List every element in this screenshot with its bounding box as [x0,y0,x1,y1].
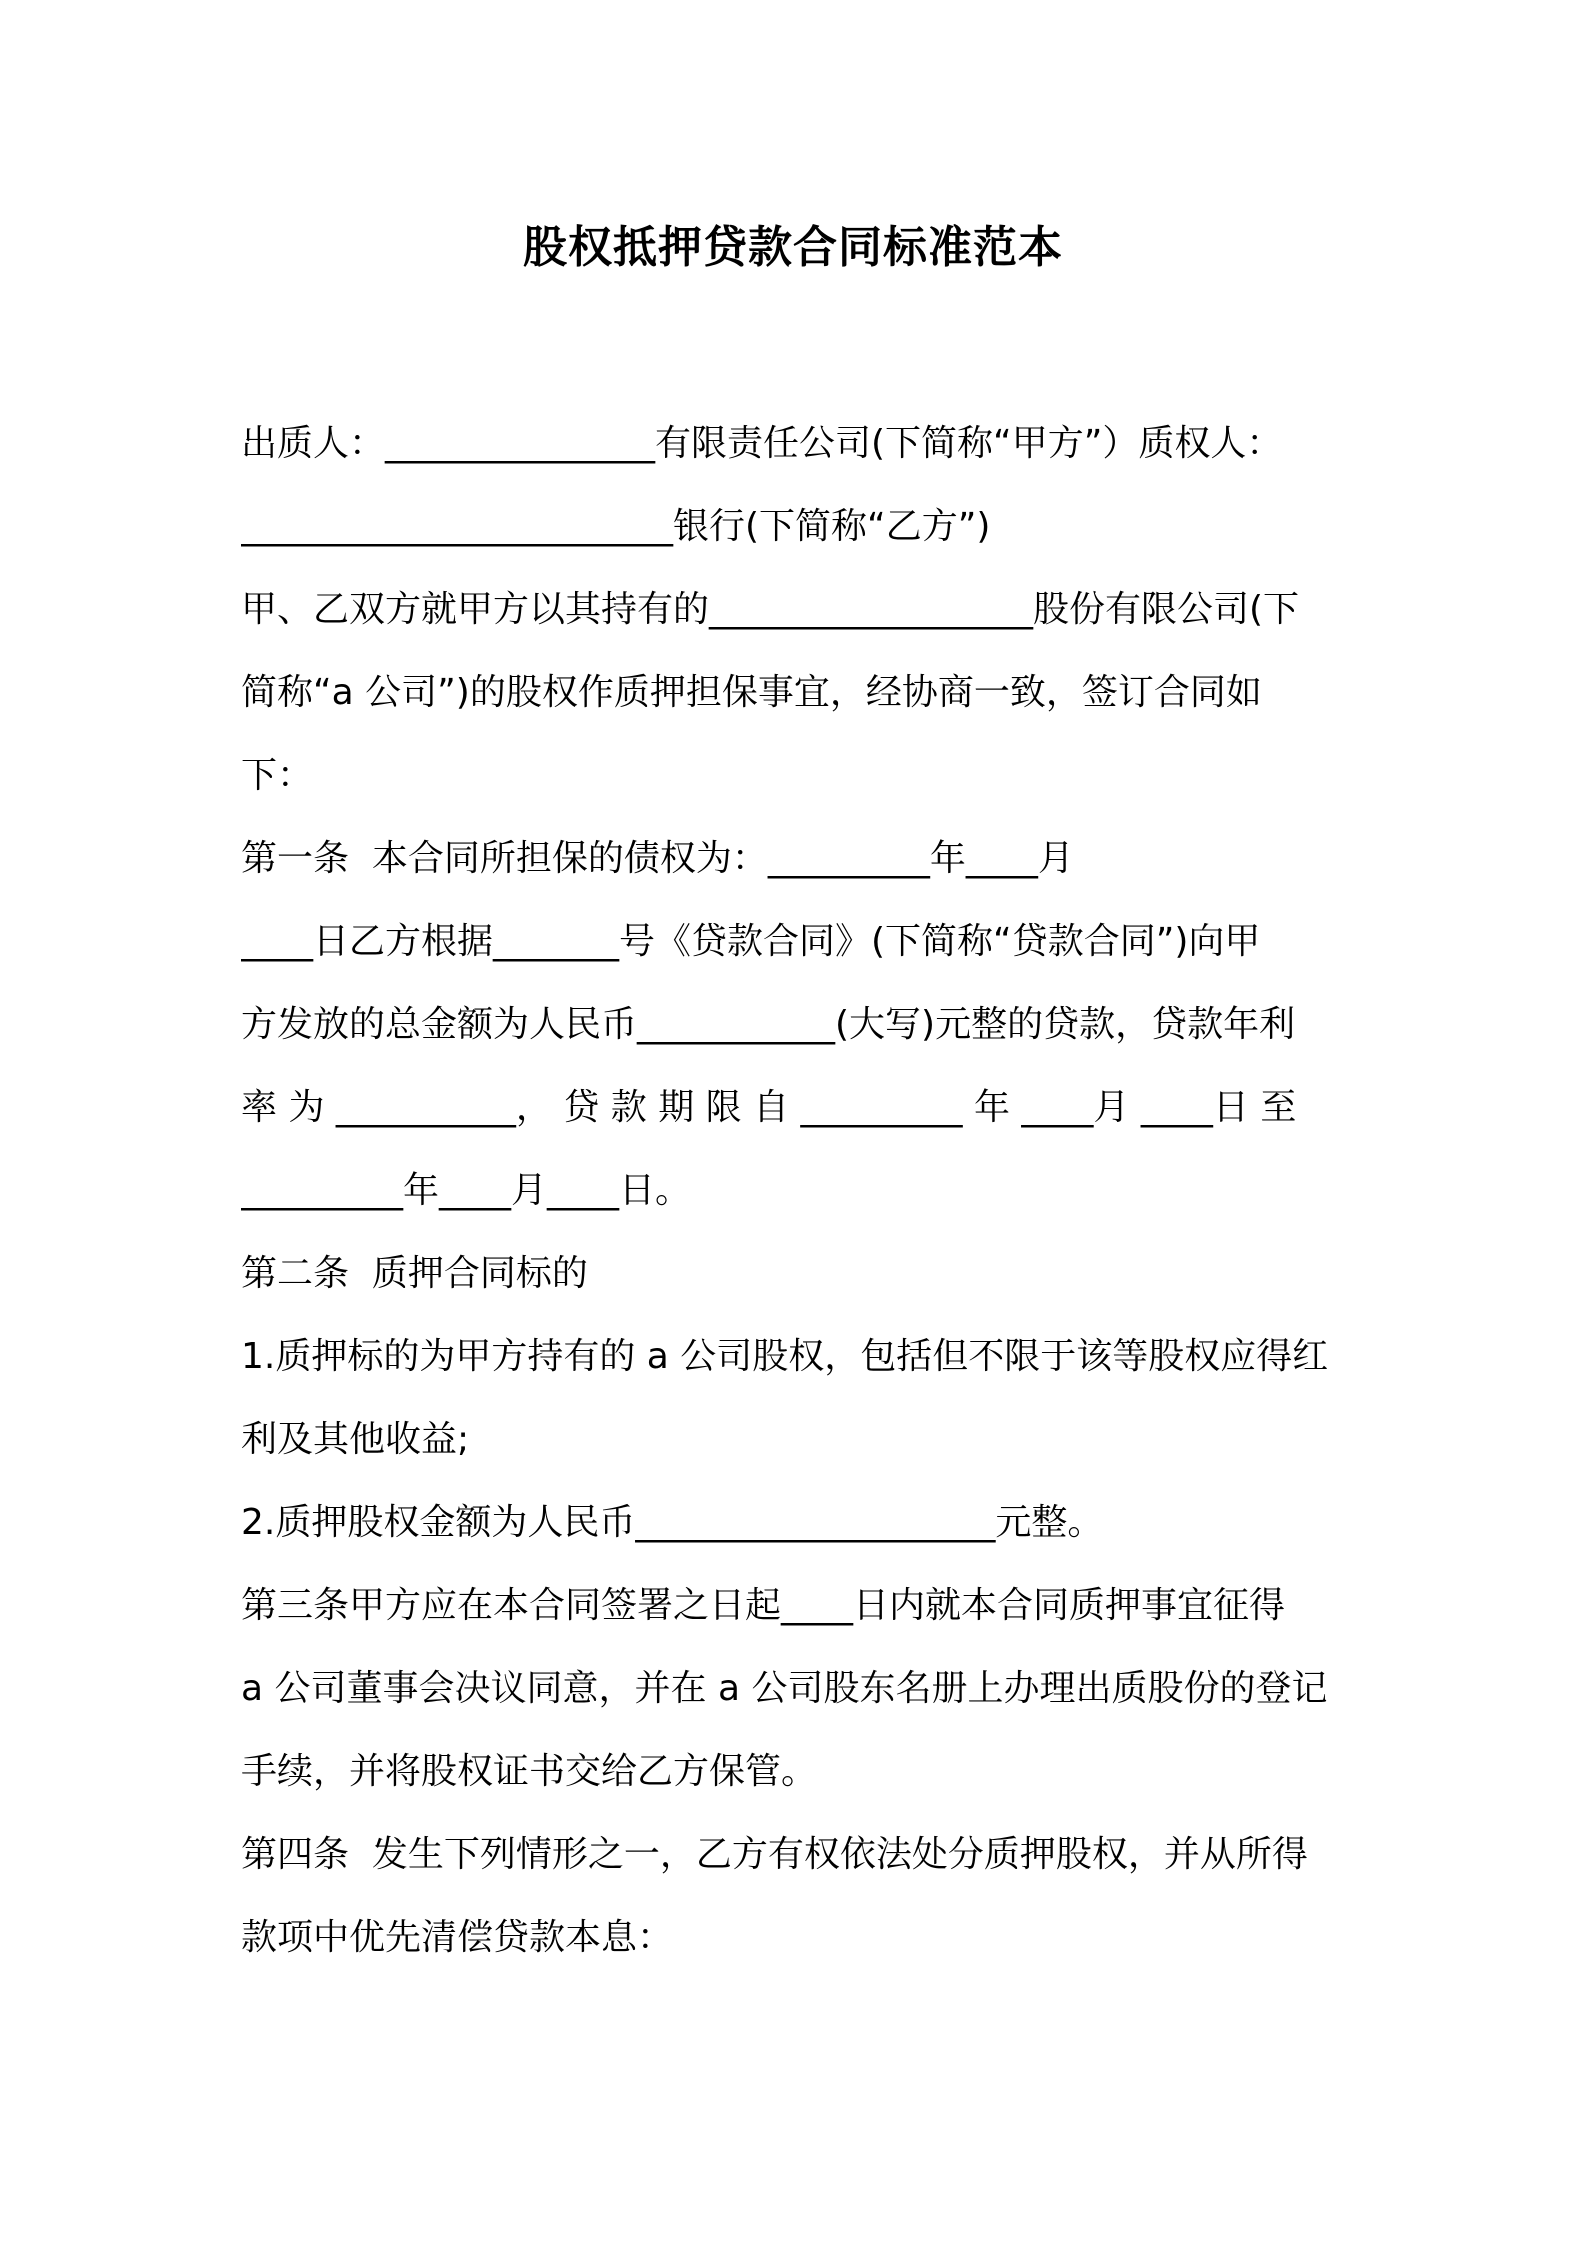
article-1-line-1: 第一条 本合同所担保的债权为：_________年____月 [241,838,1074,879]
pledgee-line: ________________________银行(下简称“乙方”) [241,506,991,547]
article-4-line-2: 款项中优先清偿贷款本息： [241,1917,674,1958]
article-4-line-1: 第四条 发生下列情形之一，乙方有权依法处分质押股权，并从所得 [241,1834,1308,1875]
preamble-line-2: 简称“a 公司”)的股权作质押担保事宜，经协商一致，签订合同如 [241,672,1262,713]
article-2-heading: 第二条 质押合同标的 [241,1253,588,1294]
preamble-line-1: 甲、乙双方就甲方以其持有的__________________股份有限公司(下 [241,589,1300,630]
article-3-line-2: a 公司董事会决议同意，并在 a 公司股东名册上办理出质股份的登记 [241,1668,1328,1709]
article-1-line-5: _________年____月____日。 [241,1170,692,1211]
article-2-item-1-line-1: 1.质押标的为甲方持有的 a 公司股权，包括但不限于该等股权应得红 [241,1336,1329,1377]
article-1-line-2: ____日乙方根据_______号《贷款合同》(下简称“贷款合同”)向甲 [241,921,1261,962]
preamble-line-3: 下： [241,755,314,796]
article-1-line-4: 率 为 __________， 贷 款 期 限 自 _________ 年 ____月 ____日 至 [241,1087,1297,1128]
article-3-line-1: 第三条甲方应在本合同签署之日起____日内就本合同质押事宜征得 [241,1585,1286,1626]
article-3-line-3: 手续，并将股权证书交给乙方保管。 [241,1751,818,1792]
article-1-line-3: 方发放的总金额为人民币___________(大写)元整的贷款，贷款年利 [241,1004,1296,1045]
document-title: 股权抵押贷款合同标准范本 [523,222,1063,273]
document-body [241,402,1355,1979]
article-2-item-2: 2.质押股权金额为人民币____________________元整。 [241,1502,1104,1543]
pledgor-line: 出质人：_______________有限责任公司(下简称“甲方”）质权人： [241,423,1283,464]
article-2-item-1-line-2: 利及其他收益; [241,1419,470,1460]
